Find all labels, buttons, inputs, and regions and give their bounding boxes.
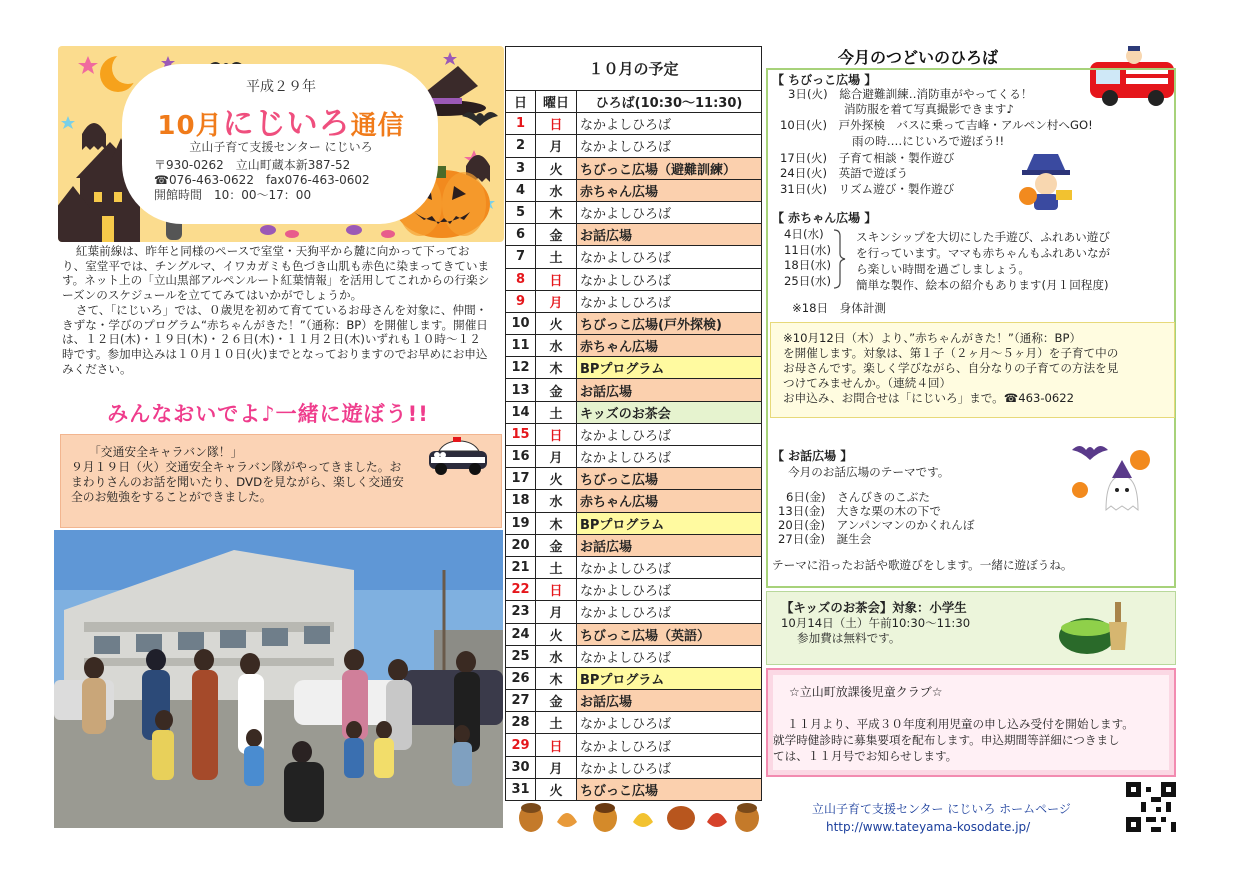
schedule-weekday: 火 <box>536 623 577 645</box>
club-line: １１月より、平成３０年度利用児童の申し込み受付を開始します。 <box>787 717 1134 731</box>
schedule-event: BPプログラム <box>577 667 762 689</box>
club-line: ては、１１月号でお知らせします。 <box>773 749 958 763</box>
intro-text <box>62 244 492 376</box>
slogan: みんなおいでよ♪一緒に遊ぼう!! <box>107 402 429 426</box>
schedule-day: 7 <box>506 246 536 268</box>
schedule-event: なかよしひろば <box>577 268 762 290</box>
newsletter-title <box>58 98 504 143</box>
schedule-weekday: 水 <box>536 335 577 357</box>
chibi-line: 10日(火) 戸外探検 バスに乗って吉峰・アルペン村へGO! <box>780 118 1093 132</box>
schedule-event: なかよしひろば <box>577 201 762 223</box>
schedule-day: 23 <box>506 601 536 623</box>
homepage-label: 立山子育て支援センター にじいろ ホームページ <box>812 802 1071 816</box>
schedule-weekday: 日 <box>536 268 577 290</box>
hanashi-line: 13日(金) 大きな栗の木の下で <box>778 504 941 518</box>
schedule-weekday: 月 <box>536 446 577 468</box>
schedule-row <box>506 512 762 534</box>
schedule-event: なかよしひろば <box>577 556 762 578</box>
schedule-event: なかよしひろば <box>577 601 762 623</box>
schedule-row <box>506 179 762 201</box>
aka-body: ら楽しい時間を過ごしましょう。 <box>856 262 1030 276</box>
schedule-day: 6 <box>506 224 536 246</box>
aka-heading: 【 赤ちゃん広場 】 <box>772 211 877 225</box>
schedule-weekday: 木 <box>536 667 577 689</box>
group-photo-image <box>54 530 503 828</box>
schedule-row <box>506 623 762 645</box>
schedule-day: 20 <box>506 534 536 556</box>
bp-line: ※10月12日（木）より、”赤ちゃんがきた！”（通称：BP） <box>783 331 1082 345</box>
schedule-day: 28 <box>506 712 536 734</box>
schedule-day: 14 <box>506 401 536 423</box>
kids-fee: 参加費は無料です。 <box>797 631 901 645</box>
bp-line: お申込み、お問合せは「にじいろ」まで。☎463-0622 <box>783 391 1075 405</box>
tsudoi-title: 今月のつどいのひろば <box>838 48 999 67</box>
column-header-day: 日 <box>506 91 536 113</box>
schedule-day: 24 <box>506 623 536 645</box>
schedule-row <box>506 579 762 601</box>
schedule-day: 17 <box>506 468 536 490</box>
newsletter-header <box>58 46 504 242</box>
schedule-event: BPプログラム <box>577 357 762 379</box>
schedule-weekday: 水 <box>536 179 577 201</box>
schedule-weekday: 火 <box>536 157 577 179</box>
column-header-event: ひろば(10:30～11:30) <box>577 91 762 113</box>
schedule-row <box>506 645 762 667</box>
qr-code-icon[interactable] <box>1126 782 1176 832</box>
schedule-day: 29 <box>506 734 536 756</box>
schedule-day: 4 <box>506 179 536 201</box>
schedule-day: 21 <box>506 556 536 578</box>
schedule-row <box>506 534 762 556</box>
schedule-weekday: 水 <box>536 645 577 667</box>
schedule-weekday: 木 <box>536 512 577 534</box>
hanashi-intro: 今月のお話広場のテーマです。 <box>788 465 950 479</box>
schedule-weekday: 火 <box>536 778 577 800</box>
schedule-event: なかよしひろば <box>577 645 762 667</box>
schedule-event: なかよしひろば <box>577 113 762 135</box>
schedule-weekday: 月 <box>536 756 577 778</box>
schedule-row <box>506 401 762 423</box>
club-line: 就学時健診時に募集要項を配布します。申込期間等詳細につきまし <box>773 733 1120 747</box>
aka-body: 簡単な製作、絵本の紹介もあります(月１回程度) <box>856 278 1109 292</box>
chibi-line: 24日(火) 英語で遊ぼう <box>780 166 909 180</box>
schedule-event: お話広場 <box>577 534 762 556</box>
schedule-day: 2 <box>506 135 536 157</box>
schedule-day: 19 <box>506 512 536 534</box>
aka-date: 25日(水) <box>784 273 831 288</box>
schedule-title: １０月の予定 <box>506 47 762 91</box>
schedule-event: なかよしひろば <box>577 246 762 268</box>
schedule-day: 16 <box>506 446 536 468</box>
schedule-event: お話広場 <box>577 379 762 401</box>
schedule-day: 11 <box>506 335 536 357</box>
matcha-icon <box>1057 596 1137 660</box>
schedule-row <box>506 490 762 512</box>
schedule-day: 22 <box>506 579 536 601</box>
bracket-icon <box>832 228 846 290</box>
schedule-row <box>506 601 762 623</box>
bp-line: を開催します。対象は、第１子（２ヶ月～５ヶ月）を子育て中の <box>783 346 1119 360</box>
schedule-event: キッズのお茶会 <box>577 401 762 423</box>
schedule-day: 3 <box>506 157 536 179</box>
chibi-line: 雨の時‥‥にじいろで遊ぼう!! <box>852 134 1005 148</box>
telephone: ☎076-463-0622 fax076-463-0602 <box>154 173 370 187</box>
schedule-row <box>506 446 762 468</box>
schedule-weekday: 金 <box>536 690 577 712</box>
schedule-day: 5 <box>506 201 536 223</box>
schedule-weekday: 土 <box>536 401 577 423</box>
chibi-heading: 【 ちびっこ広場 】 <box>772 73 877 87</box>
schedule-row <box>506 556 762 578</box>
autumn-leaves-decoration <box>515 800 765 836</box>
schedule-event: なかよしひろば <box>577 712 762 734</box>
schedule-day: 1 <box>506 113 536 135</box>
schedule-row <box>506 246 762 268</box>
address: 〒930-0262 立山町蔵本新387-52 <box>154 158 351 172</box>
schedule-event: BPプログラム <box>577 512 762 534</box>
intro-paragraph: さて、「にじいろ」では、０歳児を初めて育てているお母さんを対象に、仲間・きずな・学びのプログラム“赤ちゃんがきた！”（通称：BP）を開催します。開催日は、１２日(木)・１９日(木)・２６日(木)・１１月２日(木)いずれも１０時～１２時です。参加申込みは１０月１０日(火)までとなっておりますのでお早めにお申込みください。 <box>62 302 488 376</box>
schedule-day: 18 <box>506 490 536 512</box>
schedule-row <box>506 335 762 357</box>
schedule-weekday: 日 <box>536 734 577 756</box>
schedule-row <box>506 379 762 401</box>
caravan-body: ９月１９日（火）交通安全キャラバン隊がやってきました。おまわりさんのお話を聞いたり、DVDを見ながら、楽しく交通安全のお勉強をすることができました。 <box>71 460 404 504</box>
bp-line: つけてみませんか。（連続４回） <box>783 376 952 390</box>
homepage-url-link[interactable]: http://www.tateyama-kosodate.jp/ <box>826 820 1031 834</box>
schedule-row <box>506 778 762 800</box>
kids-tea-box <box>766 591 1176 665</box>
aka-body: スキンシップを大切にした手遊び、ふれあい遊び <box>856 230 1110 244</box>
aka-dates <box>784 227 831 289</box>
chibi-line: 3日(火) 総合避難訓練‥消防車がやってくる！ <box>788 87 1033 101</box>
schedule-rows <box>506 113 762 801</box>
schedule-weekday: 金 <box>536 534 577 556</box>
center-name: 立山子育て支援センター にじいろ <box>189 140 373 154</box>
title-suffix: 通信 <box>350 111 405 141</box>
schedule-day: 15 <box>506 423 536 445</box>
schedule-row <box>506 468 762 490</box>
schedule-event: 赤ちゃん広場 <box>577 490 762 512</box>
schedule-weekday: 土 <box>536 246 577 268</box>
schedule-event: なかよしひろば <box>577 756 762 778</box>
schedule-day: 26 <box>506 667 536 689</box>
schedule-event: ちびっこ広場（避難訓練） <box>577 157 762 179</box>
bp-notice-box <box>770 322 1175 418</box>
bp-line: お母さんです。楽しく学びながら、自分なりの子育ての方法を見 <box>783 361 1119 375</box>
hanashi-line: 6日(金) さんびきのこぶた <box>786 490 930 504</box>
caravan-title: 「交通安全キャラバン隊！」 <box>89 445 243 459</box>
hanashi-outro: テーマに沿ったお話や歌遊びをします。一緒に遊ぼうね。 <box>772 558 1073 572</box>
aka-note: ※18日 身体計測 <box>792 301 887 315</box>
schedule-row <box>506 734 762 756</box>
schedule-event: なかよしひろば <box>577 423 762 445</box>
schedule-row <box>506 201 762 223</box>
schedule-day: 8 <box>506 268 536 290</box>
schedule-weekday: 日 <box>536 113 577 135</box>
chibi-line: 17日(火) 子育て相談・製作遊び <box>780 151 955 165</box>
schedule-event: お話広場 <box>577 224 762 246</box>
schedule-day: 25 <box>506 645 536 667</box>
schedule-day: 27 <box>506 690 536 712</box>
chibi-line: 消防服を着て写真撮影できます♪ <box>844 102 1014 116</box>
aka-body: を行っています。ママも赤ちゃんもふれあいなが <box>856 246 1111 260</box>
schedule-day: 30 <box>506 756 536 778</box>
hanashi-line: 27日(金) 誕生会 <box>778 532 872 546</box>
kids-date: 10月14日（土）午前10:30～11:30 <box>781 616 971 630</box>
schedule-row <box>506 135 762 157</box>
aka-date: 18日(水) <box>784 258 831 272</box>
schedule-row <box>506 690 762 712</box>
schedule-event: ちびっこ広場(戸外探検) <box>577 312 762 334</box>
club-inner-panel <box>773 675 1169 770</box>
schedule-row <box>506 113 762 135</box>
schedule-weekday: 水 <box>536 490 577 512</box>
schedule-weekday: 日 <box>536 579 577 601</box>
aka-date: 11日(水) <box>784 242 831 257</box>
schedule-event: お話広場 <box>577 690 762 712</box>
police-car-icon <box>423 437 493 477</box>
schedule-weekday: 月 <box>536 290 577 312</box>
schedule-row <box>506 756 762 778</box>
schedule-weekday: 月 <box>536 601 577 623</box>
kids-heading: 【キッズのお茶会】対象：小学生 <box>781 600 967 615</box>
title-month: 10月 <box>157 111 223 141</box>
schedule-event: 赤ちゃん広場 <box>577 335 762 357</box>
chibi-line: 31日(火) リズム遊び・製作遊び <box>780 182 955 196</box>
schedule-event: なかよしひろば <box>577 734 762 756</box>
october-schedule-table <box>505 46 762 801</box>
traffic-caravan-box <box>60 434 502 528</box>
schedule-day: 10 <box>506 312 536 334</box>
opening-hours: 開館時間 10：00～17：00 <box>154 188 312 202</box>
schedule-row <box>506 224 762 246</box>
schedule-weekday: 火 <box>536 468 577 490</box>
witch-child-icon <box>1016 150 1076 212</box>
schedule-row <box>506 423 762 445</box>
schedule-event: 赤ちゃん広場 <box>577 179 762 201</box>
schedule-event: なかよしひろば <box>577 290 762 312</box>
schedule-weekday: 金 <box>536 379 577 401</box>
intro-paragraph: 紅葉前線は、昨年と同様のペースで室堂・天狗平から麓に向かって下っており、室堂平では、チングルマ、イワカガミも色づき山肌も赤色に染まってきています。ネット上の「立山黒部アルペンルート紅葉情報」を活用してこれからの行楽シーズンのスケジュールを立ててみてはいかがでしょうか。 <box>62 244 490 303</box>
schedule-row <box>506 712 762 734</box>
schedule-weekday: 火 <box>536 312 577 334</box>
schedule-weekday: 木 <box>536 201 577 223</box>
schedule-weekday: 木 <box>536 357 577 379</box>
schedule-row <box>506 290 762 312</box>
schedule-event: ちびっこ広場 <box>577 778 762 800</box>
schedule-weekday: 土 <box>536 556 577 578</box>
column-header-weekday: 曜日 <box>536 91 577 113</box>
schedule-weekday: 土 <box>536 712 577 734</box>
schedule-day: 9 <box>506 290 536 312</box>
schedule-row <box>506 667 762 689</box>
schedule-event: ちびっこ広場（英語） <box>577 623 762 645</box>
schedule-weekday: 月 <box>536 135 577 157</box>
schedule-event: なかよしひろば <box>577 579 762 601</box>
schedule-row <box>506 357 762 379</box>
schedule-weekday: 日 <box>536 423 577 445</box>
era-year: 平成２９年 <box>246 79 316 95</box>
schedule-day: 13 <box>506 379 536 401</box>
aka-date: 4日(水) <box>784 227 824 241</box>
schedule-row <box>506 157 762 179</box>
schedule-weekday: 金 <box>536 224 577 246</box>
schedule-day: 31 <box>506 778 536 800</box>
schedule-row <box>506 268 762 290</box>
schedule-event: なかよしひろば <box>577 446 762 468</box>
schedule-event: ちびっこ広場 <box>577 468 762 490</box>
title-name: にじいろ <box>222 106 351 142</box>
halloween-ghost-icon <box>1068 440 1156 516</box>
hanashi-heading: 【 お話広場 】 <box>772 449 853 463</box>
hanashi-line: 20日(金) アンパンマンのかくれんぼ <box>778 518 975 532</box>
schedule-row <box>506 312 762 334</box>
schedule-day: 12 <box>506 357 536 379</box>
schedule-event: なかよしひろば <box>577 135 762 157</box>
club-heading: ☆立山町放課後児童クラブ☆ <box>789 685 943 699</box>
after-school-club-box <box>766 668 1176 777</box>
